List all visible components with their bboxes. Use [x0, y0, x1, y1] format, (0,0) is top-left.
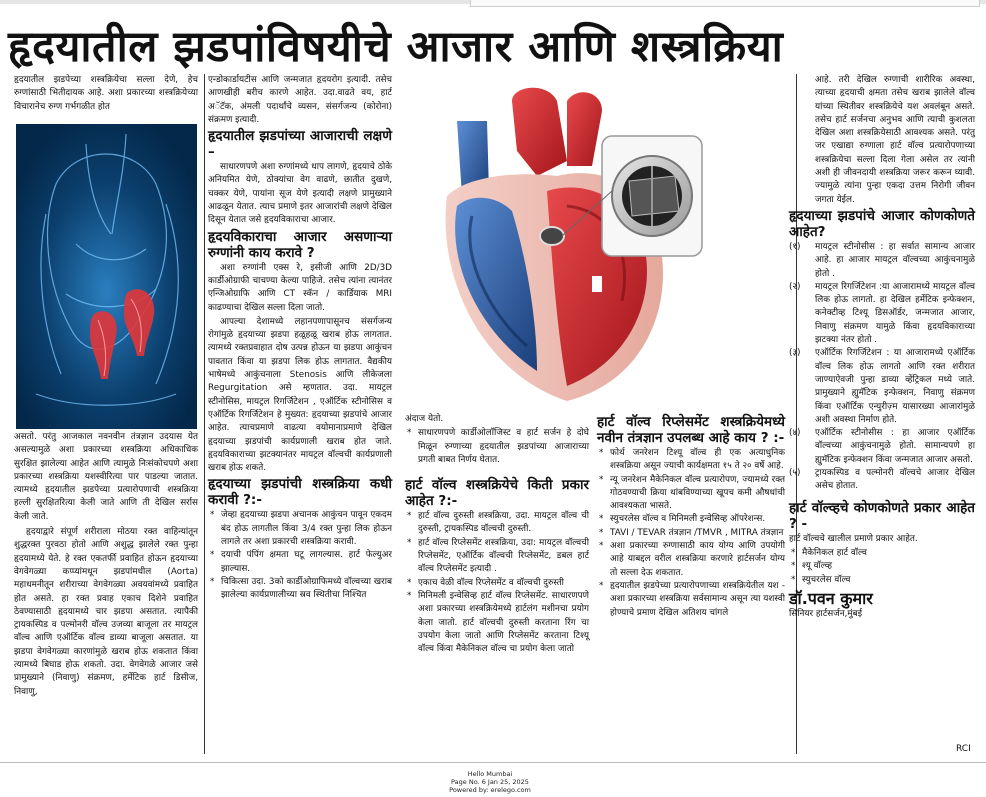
- col2-para-0: एन्डोकार्डायटीस आणि जन्मजात हृदयरोग इत्यादी. तसेच आणखीही बरीच कारणे आहेत. उदा.वाढते वय, हार्ट अॅटॅक, अंमली पदार्थांचे व्यसन, संसर्गजन्य (कोरोना) संक्रमण इत्यादी.: [208, 75, 392, 125]
- list-item: * श्यू वॉल्व्ह: [789, 560, 975, 573]
- list-item: [789, 427, 975, 467]
- rci-mark: RCI: [956, 744, 971, 754]
- list-item: * मैकेनिकल हार्ट वॉल्व: [789, 547, 975, 560]
- list-item: [789, 241, 975, 281]
- new-technology-heading: हार्ट वॉल्व रिप्लेसमेंट शस्त्रक्रियेमध्ये नवीन तंत्रज्ञान उपलब्ध आहे काय ? :-: [597, 414, 785, 446]
- col1-para-1: असतो. परंतु आजकाल नवनवीन तंत्रज्ञान उदयास येत असल्यामुळे अशा प्रकारच्या शस्त्रक्रिया अधिकाधिक सुरक्षित झालेल्या आहेत आणि त्यामुळे निःसंकोचपणे अशा प्रकारच्या शस्त्रक्रिया यशस्वीरित्या पार पाडल्या जातात. त्यामध्ये हृदयातील झडपेच्या प्रत्यारोपणाची शस्त्रक्रिया हल्ली सुरक्षितरित्या केली जाते आणि ती देखिल सर्रास केली जाते.: [14, 432, 198, 522]
- footer-powered-by: Powered by: erelego.com: [449, 786, 531, 794]
- symptoms-text: साधारणपणे अशा रुग्णांमध्ये धाप लागणे, हृदयाचे ठोके अनियमित येणे, ठोक्यांचा वेग वाढणे, छातीत दुखणे, चक्कर येणे, पायांना सूज येणे इत्यादी लक्षणे प्रामुख्याने आढळून येतात. त्याच प्रमाणे इतर आजारांची लक्षणे देखिल दिसून येतात जसे हृदयविकाराचा आजार.: [208, 162, 392, 226]
- surgery-types-list: [405, 510, 589, 656]
- top-box: [470, 0, 980, 7]
- item-number: (५): [789, 468, 801, 479]
- heart-scan-illustration: [16, 124, 197, 429]
- new-technology-list: [597, 447, 785, 620]
- author-title: सिनियर हार्टसर्जन,मुंबई: [789, 608, 863, 619]
- surgery-types-heading: हार्ट वॉल्व शस्त्रक्रियेचे किती प्रकार आहेत ?:-: [405, 477, 589, 510]
- diseases-list: [789, 241, 975, 494]
- list-item: * मिनिमली इन्वेसिव्ह हार्ट वॉल्व रिप्लेसमेंट. साधारणपणे अशा प्रकारच्या शस्त्रक्रियेमध्ये हार्टलंग मशीनचा प्रयोग केला जातो. हार्ट वॉल्वची दुरुस्ती करताना रिंग चा उपयोग केला जातो आणि रिप्लेसमेंट करताना टिश्यू वॉल्व किंवा मैकेनिकल वॉल्व चा प्रयोग केला जातो: [405, 590, 589, 656]
- list-item: * स्युचरलेस वॉल्व व मिनिमली इन्वेसिव्ह ऑपरेशन्स.: [597, 513, 785, 526]
- page-footer: [400, 770, 580, 794]
- item-text: मायट्रल स्टीनोसीस : हा सर्वात सामान्य आजार आहे. हा आजार मायट्रल वॉल्वच्या आकुंचनामुळे होतो .: [815, 241, 975, 279]
- headline: हृदयातील झडपांविषयीचे आजार आणि शस्त्रक्रिया: [8, 22, 784, 72]
- author-name: डॉ.पवन कुमार: [789, 588, 873, 608]
- item-number: (४): [789, 428, 801, 439]
- column-2: [208, 74, 392, 603]
- what-to-do-heading: हृदयविकाराचा आजार असणाऱ्या रुग्णांनी काय करावे ?: [208, 228, 392, 261]
- valve-types-heading: हार्ट वॉल्व्हचे कोणकोणते प्रकार आहेत ? -: [789, 499, 975, 532]
- tests-text: अशा रुग्णांनी एक्स रे, इसीजी आणि 2D/3D कार्डीओग्राफी चाचण्या केल्या पाहिजे. तसेच त्यांना त्यानंतर एन्जिओग्राफि आणि CT स्कॅन / कार्डियाक MRI काढण्याचा देखिल सल्ला दिला जातो.: [208, 262, 392, 313]
- list-item: * अशा प्रकारच्या रुग्णासाठी काय योग्य आणि उपयोगी आहे याबद्दल वरील शस्त्रक्रिया करणारे हार्टसर्जन योग्य तो सल्ला देऊ शकतात.: [597, 540, 785, 580]
- list-item: * हार्ट वॉल्व रिप्लेसमेंट शस्त्रक्रिया, उदा: मायट्रल वॉल्वची रिप्लेसमेंट, एऑर्टिक वॉल्वची रिप्लेसमेंट, डबल हार्ट वॉल्व रिप्लेसमेंट इत्यादी .: [405, 537, 589, 577]
- column-5: [789, 74, 975, 621]
- decision-list: [405, 427, 589, 467]
- when-surgery-list: [208, 509, 392, 602]
- valve-types-intro: हार्ट वॉल्वचे खालील प्रमाणे प्रकार आहेत.: [789, 533, 918, 544]
- item-text: एऑर्टिक रिगर्जिटेशन : या आजारामध्ये एऑर्टिक वॉल्व लिक होऊ लागतो आणि रक्त शरीरात जाण्याऐवजी पुन्हा डाव्या व्हेंट्रिकल मध्ये जाते. प्रामुख्याने ह्युमॅटिक इन्फेक्शन, निवाणु संक्रमण किंवा एऑर्टिक एन्युरीज़्म यासारख्या आजारांमुळे अशी अवस्था निर्माण होते.: [815, 348, 975, 425]
- column-4: [597, 413, 785, 620]
- list-item: * हार्ट वॉल्व दुरुस्ती शस्त्रक्रिया, उदा. मायट्रल वॉल्व ची दुरुस्ती, ट्रायकस्पिड वॉल्वची दुरुस्ती.: [405, 510, 589, 537]
- list-item: * हृदयातील झडपेच्या प्रत्यारोपणाच्या शस्त्रक्रियेतील यश - अशा प्रकारच्या शस्त्रक्रिया सर्वसामान्य असून त्या यशस्वी होण्याचे प्रमाण देखिल अतिशय चांगले: [597, 580, 785, 620]
- valve-types-list: [789, 547, 975, 587]
- symptoms-heading: हृदयातील झडपांच्या आजाराची लक्षणे –: [208, 128, 392, 161]
- list-item: * स्युचरलेस वॉल्व: [789, 574, 975, 587]
- col1-para-2: हृदयाद्वारे संपूर्ण शरीराला मोठया रक्त वाहिन्यांतून शुद्धरक्त पुरवठा होतो आणि अशुद्ध झालेले रक्त पुन्हा हृदयामध्ये येते. हे रक्त एकतर्फी प्रवाहित होऊन हृदयाच्या वेगवेगळ्या कप्प्यांमधून झडपांमधील (Aorta) महाधमनीतून शरीराच्या वेगवेगळ्या अवयवांमध्ये प्रवाहित होत असते. हा रक्त प्रवाह एकाच दिशेने प्रवाहित ठेवण्यासाठी हृदयामध्ये चार झडपा असतात. त्यापैकी ट्रायकस्पिड व पल्मोनरी वॉल्व उजव्या बाजूला तर मायट्रल वॉल्व आणि एऑर्टिक वॉल्व डाव्या बाजूला असतात. या झडपा वेगवेगळ्या कारणांमुळे खराब होऊ शकतात किंवा त्यामध्ये बिघाड होऊ शकतो. उदा. वेगवेगळे आजार जसे प्रामुख्याने (निवाणु) संक्रमण, हर्मेटिक हार्ट डिसीज, निवाणु,: [14, 527, 198, 697]
- heart-scan-image: [16, 124, 197, 429]
- diseases-heading: हृदयाच्या झडपांचे आजार कोणकोणते आहेत?: [789, 207, 975, 240]
- col1-intro: हृदयातील झडपेच्या शस्त्रक्रियेचा सल्ला देणे, हेच रुग्णांसाठी भितीदायक आहे. अशा प्रकारच्या शस्त्रक्रियेच्या विचारानेच रुग्ण गर्भगळीत होत: [14, 75, 198, 112]
- list-item: [789, 281, 975, 347]
- col5-para-0: आहे. तरी देखिल रुग्णाची शारीरिक अवस्था, त्याच्या हृदयाची क्षमता तसेच खराब झालेले वॉल्व यांच्या स्थितीवर शस्त्रक्रियेचे यश अवलंबून असते. तसेच हार्ट सर्जनचा अनुभव आणि त्याची कुशलता देखिल अशा शस्त्रक्रियेसाठी आवश्यक असते. परंतु जर एखाद्या रुग्णाला हार्ट वॉल्व प्रत्यारोपणाच्या शस्त्रक्रियेचा सल्ला दिला गेला असेल तर त्यांनी अशी ही जीवनदायी शस्त्रक्रिया जरूर करून घ्यावी. ज्यामुळे त्यांना पुन्हा एकदा उत्तम निरोगी जीवन जगता येईल.: [815, 75, 975, 205]
- column-3: [405, 413, 589, 656]
- list-item: * एकाच वेळी वॉल्व रिप्लेसमेंट व वॉल्वची दुरुस्ती: [405, 577, 589, 590]
- item-number: (२): [789, 281, 801, 292]
- column-divider: [204, 74, 205, 754]
- footer-publication: Hello Mumbai: [467, 770, 513, 778]
- causes-text: आपल्या देशामध्ये लहानपणापासूनच संसर्गजन्य रोगांमुळे हृदयाच्या झडपा हळूहळू खराब होऊ लागतात. त्यामध्ये रक्तप्रवाहात दोष उत्पन्न होऊन या झडपा आकुंचन पावतात किंवा या झडपा लिक होऊ लागतात. वैद्यकीय भाषेमध्ये आकुंचनाला Stenosis आणि लीकेजला Regurgitation असे म्हणतात. उदा. मायट्रल स्टीनोसिस, मायट्रल रिगर्जिटेशन , एऑर्टिक स्टीनोसिस व एऑर्टिक रिगर्जिटेशन हे मुख्यत: हृदयाच्या झडपांचे आजार आहेत. त्याचप्रमाणे वाढत्या वयोमानाप्रमाणे देखिल हृदयाच्या झडपांची कार्यप्रणाली खराब होत जाते. हृदयविकाराच्या झटक्यानंतर मायट्रल वॉल्वची कार्यप्रणाली खराब होऊ शकते.: [208, 316, 392, 474]
- footer-divider: [0, 762, 986, 763]
- heart-valve-illustration: [417, 81, 705, 411]
- list-item: [789, 467, 975, 494]
- list-item: * दयाची पंपिंग क्षमता घटू लागल्यास. हार्ट फेल्युअर झाल्यास.: [208, 549, 392, 576]
- list-item: [789, 347, 975, 427]
- when-surgery-heading: हृदयाच्या झडपांची शस्त्रक्रिया कधी करावी ?:-: [208, 476, 392, 509]
- list-item: * चिकित्सा उदा. 3को कार्डीओग्राफिमध्ये वॉल्वच्या खराब झालेल्या कार्यप्रणालीच्या स्रव स्थितीचा निश्चित: [208, 576, 392, 603]
- column-1-cont: [14, 431, 198, 700]
- list-item: * न्यू जनरेशन मैकेनिकल वॉल्व प्रत्यारोपण, ज्यामध्ये रक्त गोठवण्याची क्रिया थांबविण्याच्या खूपच कमी औषधांची आवश्यकता भासते.: [597, 474, 785, 514]
- item-text: एऑर्टिक स्टीनोसीस : हा आजार एऑर्टिक वॉल्वच्या आकुंचनामुळे होतो. सामान्यपणे हा ह्युमॅटिक इन्फेक्शन किंवा जन्मजात आजार असतो.: [815, 428, 975, 465]
- item-number: (३): [789, 348, 801, 359]
- heart-diagram: [417, 81, 705, 411]
- col3-para-0: अंदाज येतो.: [405, 414, 444, 424]
- list-item: * साधारणपणे कार्डीओलॉजिस्ट व हार्ट सर्जन हे दोघे मिळून रुग्णाच्या हृदयातील झडपांच्या आजाराच्या प्रगती बाबत निर्णय घेतात.: [405, 427, 589, 467]
- list-item: * TAVI / TEVAR तंत्रज्ञान /TMVR , MITRA तंत्रज्ञान: [597, 527, 785, 540]
- item-text: ट्रायकस्पिड व पल्मोनरी वॉल्वचे आजार देखिल असेच होतात.: [815, 468, 975, 492]
- item-text: मायट्रल रिगर्जिटेशन :या आजारामध्ये मायट्रल वॉल्व लिक होऊ लागतो. हा देखिल हर्मेटिक इन्फेक्शन, कनेक्टीव्ह टिश्यू डिसऑर्डर, जन्मजात आजार, निवाणु संक्रमण यामुळे किंवा हृदयविकाराच्या झटक्या नंतर होतो .: [815, 281, 975, 346]
- list-item: * फोर्थ जनरेशन टिश्यू वॉल्व ही एक अत्याधुनिक शस्त्रक्रिया असून ज्याची कार्यक्षमता १५ ते २० वर्षे आहे.: [597, 447, 785, 474]
- list-item: * जेव्हा हृदयाच्या झडपा अचानक आकुंचन पावून एकदम बंद होऊ लागतील किंवा 3/4 रक्त पुन्हा लिक होऊन लागले तर अशा प्रकारची शस्त्रक्रिया करावी.: [208, 509, 392, 549]
- column-1: [14, 74, 198, 115]
- footer-page-date: Page No. 6 Jan 25, 2025: [451, 778, 529, 786]
- item-number: (१): [789, 241, 801, 252]
